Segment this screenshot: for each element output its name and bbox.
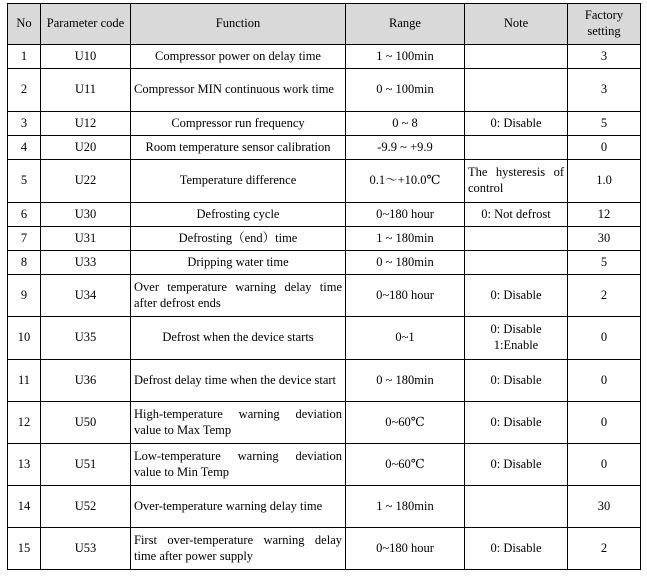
cell-function: Defrosting cycle: [131, 203, 346, 227]
note-line-1: 0: Disable: [490, 322, 542, 337]
cell-factory: 5: [568, 251, 641, 275]
cell-no: 7: [8, 227, 41, 251]
parameter-table: [7, 3, 641, 570]
cell-factory: 0: [568, 136, 641, 160]
cell-note: [465, 486, 568, 528]
table-row: [8, 360, 641, 402]
table-row: [8, 251, 641, 275]
cell-range: 0 ~ 8: [346, 112, 465, 136]
cell-no: 11: [8, 360, 41, 402]
cell-function: High-temperature warning deviation value to Max Temp: [131, 402, 346, 444]
cell-function: Compressor MIN continuous work time: [131, 69, 346, 112]
cell-no: 12: [8, 402, 41, 444]
cell-code: U50: [41, 402, 131, 444]
cell-no: 5: [8, 160, 41, 203]
cell-no: 4: [8, 136, 41, 160]
cell-function: Room temperature sensor calibration: [131, 136, 346, 160]
cell-function: Low-temperature warning deviation value to Min Temp: [131, 444, 346, 486]
cell-note: 0: Disable: [465, 444, 568, 486]
cell-code: U52: [41, 486, 131, 528]
header-no: No: [8, 4, 41, 45]
table-row: [8, 317, 641, 360]
cell-no: 13: [8, 444, 41, 486]
cell-no: 15: [8, 528, 41, 570]
cell-code: U12: [41, 112, 131, 136]
note-line-2: 1:Enable: [493, 338, 539, 352]
table-row: [8, 203, 641, 227]
cell-note: 0: Disable: [465, 275, 568, 317]
cell-range: 0 ~ 180min: [346, 251, 465, 275]
header-parameter-code: Parameter code: [41, 4, 131, 45]
cell-note: 0: Not defrost: [465, 203, 568, 227]
cell-function: Defrost delay time when the device start: [131, 360, 346, 402]
cell-range: -9.9 ~ +9.9: [346, 136, 465, 160]
cell-no: 8: [8, 251, 41, 275]
cell-factory: 0: [568, 402, 641, 444]
cell-no: 9: [8, 275, 41, 317]
table-row: [8, 275, 641, 317]
cell-factory: 1.0: [568, 160, 641, 203]
cell-code: U31: [41, 227, 131, 251]
cell-range: 0~180 hour: [346, 275, 465, 317]
cell-range: 0~1: [346, 317, 465, 360]
cell-code: U51: [41, 444, 131, 486]
table-row: [8, 528, 641, 570]
cell-no: 3: [8, 112, 41, 136]
cell-function: Compressor power on delay time: [131, 45, 346, 69]
cell-factory: 2: [568, 275, 641, 317]
cell-range: 0 ~ 100min: [346, 69, 465, 112]
header-note: Note: [465, 4, 568, 45]
cell-function: Defrost when the device starts: [131, 317, 346, 360]
cell-note: 0: Disable: [465, 112, 568, 136]
cell-factory: 2: [568, 528, 641, 570]
header-row: [8, 4, 641, 45]
cell-function: Over temperature warning delay time after defrost ends: [131, 275, 346, 317]
cell-no: 6: [8, 203, 41, 227]
cell-range: 0~60℃: [346, 402, 465, 444]
cell-factory: 5: [568, 112, 641, 136]
cell-code: U34: [41, 275, 131, 317]
cell-note: [465, 251, 568, 275]
header-function: Function: [131, 4, 346, 45]
cell-code: U53: [41, 528, 131, 570]
cell-note: 0: Disable: [465, 402, 568, 444]
table-row: [8, 69, 641, 112]
cell-no: 14: [8, 486, 41, 528]
cell-range: 0 ~ 180min: [346, 360, 465, 402]
cell-note: [465, 136, 568, 160]
cell-note: [465, 227, 568, 251]
cell-function: Defrosting（end）time: [131, 227, 346, 251]
cell-factory: 0: [568, 317, 641, 360]
table-row: [8, 136, 641, 160]
cell-range: 0~60℃: [346, 444, 465, 486]
header-factory-setting: Factory setting: [568, 4, 641, 45]
cell-note: 0: Disable: [465, 360, 568, 402]
cell-function: Dripping water time: [131, 251, 346, 275]
cell-no: 2: [8, 69, 41, 112]
header-range: Range: [346, 4, 465, 45]
cell-function: Temperature difference: [131, 160, 346, 203]
cell-note: 0: Disable: [465, 528, 568, 570]
cell-factory: 30: [568, 486, 641, 528]
cell-function: Compressor run frequency: [131, 112, 346, 136]
table-row: [8, 45, 641, 69]
cell-code: U20: [41, 136, 131, 160]
cell-function: First over-temperature warning delay time after power supply: [131, 528, 346, 570]
cell-factory: 0: [568, 360, 641, 402]
cell-code: U10: [41, 45, 131, 69]
cell-function: Over-temperature warning delay time: [131, 486, 346, 528]
cell-range: 1 ~ 100min: [346, 45, 465, 69]
cell-note: [465, 69, 568, 112]
cell-note: [465, 45, 568, 69]
cell-note: [465, 317, 568, 360]
cell-factory: 3: [568, 45, 641, 69]
cell-factory: 0: [568, 444, 641, 486]
cell-no: 1: [8, 45, 41, 69]
cell-range: 1 ~ 180min: [346, 486, 465, 528]
cell-range: 0~180 hour: [346, 528, 465, 570]
cell-range: 0.1～+10.0℃: [346, 160, 465, 203]
cell-code: U30: [41, 203, 131, 227]
table-row: [8, 112, 641, 136]
cell-range: 1 ~ 180min: [346, 227, 465, 251]
table-row: [8, 444, 641, 486]
cell-code: U22: [41, 160, 131, 203]
cell-range: 0~180 hour: [346, 203, 465, 227]
cell-factory: 3: [568, 69, 641, 112]
cell-no: 10: [8, 317, 41, 360]
table-row: [8, 402, 641, 444]
table-row: [8, 227, 641, 251]
cell-factory: 30: [568, 227, 641, 251]
table-row: [8, 486, 641, 528]
cell-note: The hysteresis of control: [465, 160, 568, 203]
cell-code: U33: [41, 251, 131, 275]
cell-factory: 12: [568, 203, 641, 227]
cell-code: U35: [41, 317, 131, 360]
cell-code: U11: [41, 69, 131, 112]
cell-code: U36: [41, 360, 131, 402]
table-row: [8, 160, 641, 203]
